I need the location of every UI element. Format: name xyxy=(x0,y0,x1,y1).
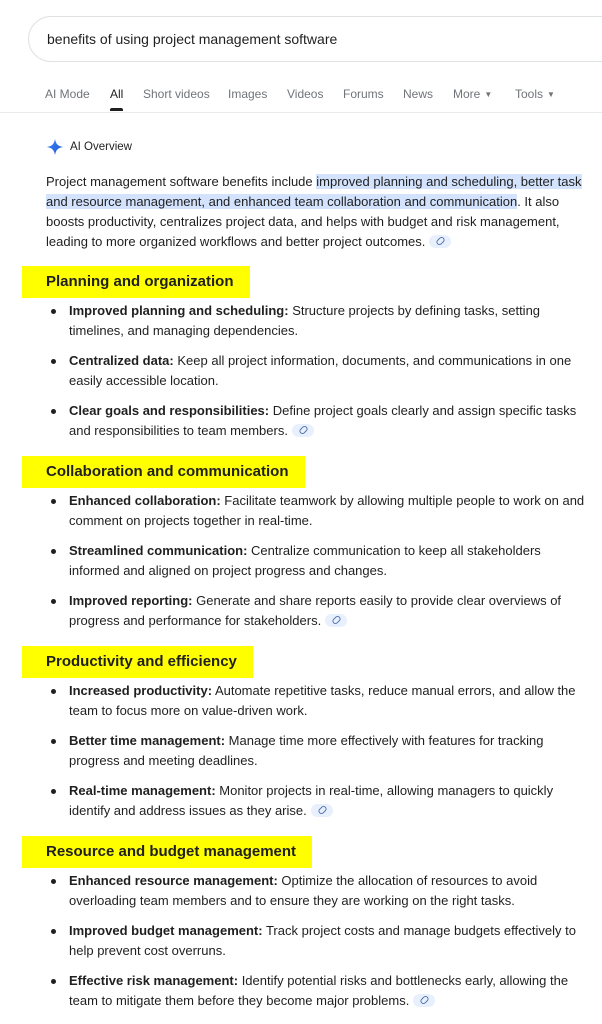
list-item xyxy=(46,351,586,391)
list-item xyxy=(46,971,586,1011)
item-text: Identify potential risks and bottlenecks early, allowing the team to mitigate them before they become major problems. xyxy=(69,973,569,1008)
item-text: Structure projects by defining tasks, setting timelines, and managing dependencies. xyxy=(69,303,541,338)
item-term: Effective risk management: xyxy=(69,973,239,988)
section-list-productivity xyxy=(46,681,586,831)
link-icon[interactable] xyxy=(429,235,451,248)
tab-news[interactable]: News xyxy=(403,87,434,101)
list-item xyxy=(46,781,586,821)
search-input[interactable]: benefits of using project management software xyxy=(47,31,338,47)
item-term: Improved reporting: xyxy=(69,593,193,608)
tab-more[interactable] xyxy=(453,87,492,101)
item-term: Clear goals and responsibilities: xyxy=(69,403,270,418)
tab-short-videos[interactable]: Short videos xyxy=(143,87,210,101)
item-text: Manage time more effectively with features for tracking progress and meeting deadlines. xyxy=(69,733,544,768)
item-term: Real-time management: xyxy=(69,783,216,798)
item-term: Increased productivity: xyxy=(69,683,213,698)
item-term: Enhanced collaboration: xyxy=(69,493,221,508)
tab-images[interactable]: Images xyxy=(228,87,268,101)
list-item xyxy=(46,591,586,631)
search-box[interactable] xyxy=(28,16,602,62)
item-text: Facilitate teamwork by allowing multiple people to work on and comment on projects together in real-time. xyxy=(69,493,585,528)
tab-tools-label: Tools xyxy=(515,87,544,101)
item-term: Enhanced resource management: xyxy=(69,873,278,888)
item-text: Generate and share reports easily to provide clear overviews of progress and performance for stakeholders. xyxy=(69,593,562,628)
link-icon[interactable] xyxy=(325,614,347,627)
item-term: Centralized data: xyxy=(69,353,174,368)
item-text: Define project goals clearly and assign specific tasks and responsibilities to team members. xyxy=(69,403,577,438)
caret-down-icon: ▼ xyxy=(547,90,555,99)
caret-down-icon: ▼ xyxy=(484,90,493,99)
item-term: Better time management: xyxy=(69,733,226,748)
section-title-planning: Planning and organization xyxy=(22,266,250,298)
sparkle-icon xyxy=(46,138,64,156)
section-list-resource xyxy=(46,871,586,1021)
item-term: Improved budget management: xyxy=(69,923,263,938)
item-text: Keep all project information, documents, and communications in one easily accessible location. xyxy=(69,353,572,388)
ai-overview-intro xyxy=(46,172,586,252)
tab-tools[interactable] xyxy=(515,87,555,101)
list-item xyxy=(46,401,586,441)
item-text: Monitor projects in real-time, allowing managers to quickly identify and address issues as they arise. xyxy=(69,783,554,818)
list-item xyxy=(46,921,586,961)
list-item xyxy=(46,491,586,531)
tab-videos[interactable]: Videos xyxy=(287,87,324,101)
item-text: Centralize communication to keep all stakeholders informed and aligned on project progress and changes. xyxy=(69,543,541,578)
link-icon[interactable] xyxy=(311,804,333,817)
intro-suffix: . It also boosts productivity, centralizes project data, and helps with budget and risk management, leading to more organized workflows and better project outcomes. xyxy=(46,194,560,249)
section-list-planning xyxy=(46,301,586,451)
list-item xyxy=(46,731,586,771)
section-title-resource: Resource and budget management xyxy=(22,836,312,868)
link-icon[interactable] xyxy=(413,994,435,1007)
section-title-productivity: Productivity and efficiency xyxy=(22,646,253,678)
list-item xyxy=(46,871,586,911)
search-tabs xyxy=(0,84,602,113)
item-text: Track project costs and manage budgets effectively to help prevent cost overruns. xyxy=(69,923,576,958)
item-text: Automate repetitive tasks, reduce manual errors, and allow the team to focus more on value-driven work. xyxy=(69,683,576,718)
ai-overview-label: AI Overview xyxy=(70,141,132,153)
tab-more-label: More xyxy=(453,87,481,101)
tab-forums[interactable]: Forums xyxy=(343,87,384,101)
item-term: Improved planning and scheduling: xyxy=(69,303,289,318)
intro-highlight: improved planning and scheduling, better task and resource management, and enhanced team collaboration and communication xyxy=(46,174,582,209)
list-item xyxy=(46,681,586,721)
item-term: Streamlined communication: xyxy=(69,543,248,558)
section-list-collaboration xyxy=(46,491,586,641)
item-text: Optimize the allocation of resources to avoid overloading team members and to ensure they are working on the right tasks. xyxy=(69,873,538,908)
tab-ai-mode[interactable]: AI Mode xyxy=(45,87,90,101)
link-icon[interactable] xyxy=(292,424,314,437)
intro-prefix: Project management software benefits include xyxy=(46,174,317,189)
list-item xyxy=(46,301,586,341)
tab-all[interactable]: All xyxy=(110,87,124,101)
section-title-collaboration: Collaboration and communication xyxy=(22,456,305,488)
list-item xyxy=(46,541,586,581)
